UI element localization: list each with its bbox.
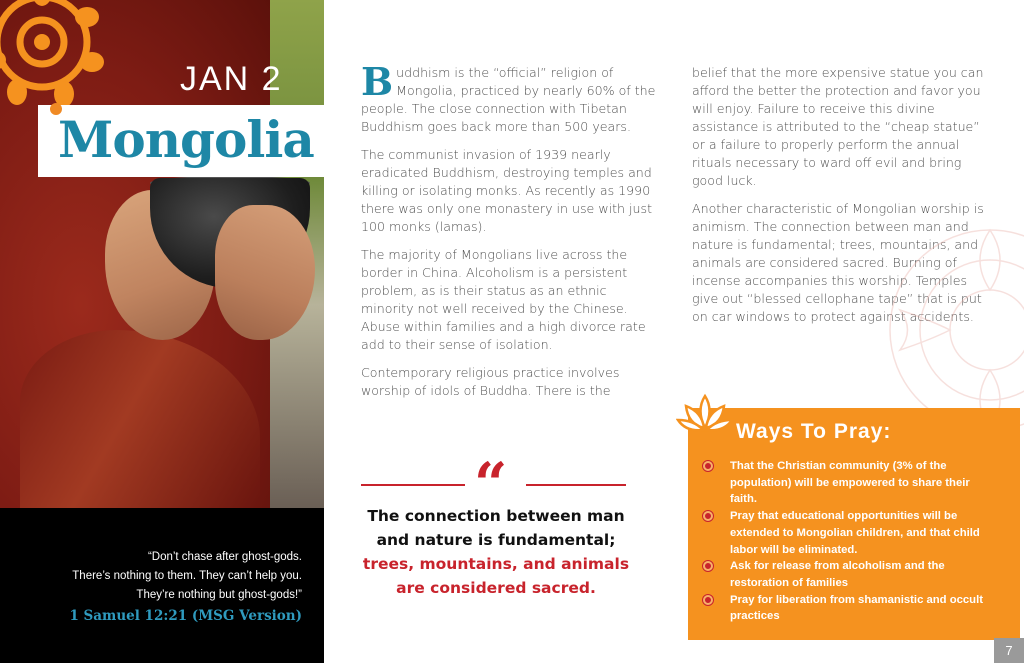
prayer-item-text: Pray that educational opportunities will be extended to Mongolian children, and that child labor will be eliminated. <box>730 510 980 556</box>
pull-quote-line-highlight: are considered sacred. <box>396 579 596 597</box>
article-column-1 <box>361 59 656 410</box>
prayer-item <box>700 508 992 558</box>
bullet-icon <box>703 461 713 471</box>
mandala-ornament-icon <box>0 0 122 122</box>
quote-mark-icon: “ <box>474 450 508 518</box>
pull-quote-line: and nature is fundamental; <box>376 531 616 549</box>
prayer-item <box>700 458 992 508</box>
page-title: Mongolia <box>58 110 314 169</box>
date-label: JAN 2 <box>180 60 283 98</box>
paragraph: Contemporary religious practice involves worship of idols of Buddha. There is the <box>361 365 620 398</box>
paragraph: The majority of Mongolians live across the border in China. Alcoholism is a persistent problem, as is their status as an ethnic minority not well received by the Chinese. Abuse within families and a high divorce rate add to their sense of isolation. <box>361 247 646 352</box>
scripture-reference: 1 Samuel 12:21 (MSG Version) <box>69 608 302 624</box>
page-number: 7 <box>994 638 1024 663</box>
paragraph: Another characteristic of Mongolian worship is animism. The connection between man and nature is fundamental; trees, mountains, and animals are considered sacred. Burning of incense accompanies this worship. Temples give out “blessed cellophane tape” that is put on car windows to protect against accidents. <box>692 201 984 324</box>
scripture-line: They’re nothing but ghost-gods!” <box>136 589 302 601</box>
scripture-line: There’s nothing to them. They can’t help you. <box>72 570 302 582</box>
faint-mandala-icon <box>840 200 1024 440</box>
scripture-quote <box>22 548 302 605</box>
prayer-list <box>700 458 992 625</box>
bullet-icon <box>703 595 713 605</box>
pull-quote-line: The connection between man <box>367 507 625 525</box>
prayer-item-text: Pray for liberation from shamanistic and occult practices <box>730 593 983 623</box>
drop-cap: B <box>361 59 394 104</box>
pull-quote-rule-right <box>526 484 626 486</box>
pull-quote-line-highlight: trees, mountains, and animals <box>362 555 630 573</box>
prayer-item-text: Ask for release from alcoholism and the restoration of families <box>730 560 945 589</box>
scripture-panel <box>0 508 324 663</box>
bullet-icon <box>703 561 713 571</box>
bullet-icon <box>703 511 713 521</box>
ways-to-pray-title: Ways To Pray: <box>736 420 892 443</box>
paragraph: belief that the more expensive statue you can afford the better the protection and favor you will enjoy. Failure to receive this divine assistance is attributed to the “cheap statue” or a failure to properly perform the annual rituals necessary to ward off evil and bring good luck. <box>692 65 984 188</box>
paragraph <box>361 59 656 136</box>
scripture-line: “Don’t chase after ghost-gods. <box>147 551 302 563</box>
prayer-item-text: That the Christian community (3% of the population) will be empowered to share their faith. <box>730 460 970 506</box>
paragraph: The communist invasion of 1939 nearly eradicated Buddhism, destroying temples and killing or isolating monks. As recently as 1990 there was only one monastery in use with just 100 monks (lamas). <box>361 147 653 234</box>
paragraph-text: uddhism is the “official” religion of Mongolia, practiced by nearly 60% of the people. The close connection with Tibetan Buddhism goes back more than 500 years. <box>361 65 656 134</box>
pull-quote-rule-left <box>361 484 465 486</box>
prayer-item <box>700 558 992 591</box>
pull-quote <box>346 504 646 600</box>
lotus-icon <box>676 392 734 438</box>
prayer-item <box>700 592 992 625</box>
